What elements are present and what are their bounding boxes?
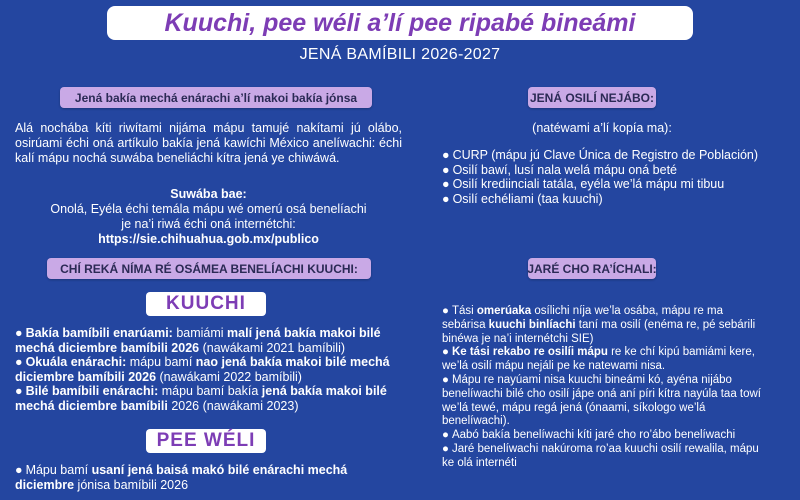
list-item: ● Aabó bakía benelíwachi kíti jaré cho ro’ábo benelíwachi	[442, 429, 736, 442]
procedure-subhead: Suwába bae:	[170, 187, 247, 201]
procedure-url-link[interactable]: https://sie.chihuahua.gob.mx/publico	[98, 232, 319, 246]
list-item: ● Osilí bawí, lusí nala welá mápu oná beté	[442, 162, 677, 177]
important-notes-list	[442, 305, 764, 471]
section-heading-who-can-apply: CHÍ REKÁ NÍMA RÉ OSÁMEA BENELÍACHI KUUCHI:	[47, 258, 371, 279]
list-item: ● Mápu re nayúami nisa kuuchi bineámi kó, ayéna nijábo benelíwachi bilé cho osilí jápe oná aní píri kítra nayúla taa towí we’lá tewé, mápu regá jená (ónaami, síkologo we’lá benelíwachi).	[442, 373, 761, 428]
list-item: ● Osilí echéliami (taa kuuchi)	[442, 191, 603, 206]
procedure-line-1: Onolá, Eyéla échi temála mápu wé omerú osá benelíachi	[50, 202, 367, 216]
list-item: ● Jaré benelíwachi nakúroma ro’aa kuuchi osilí rewalila, mápu ke olá internéti	[442, 442, 759, 469]
peeweli-requirements-list	[15, 463, 402, 492]
documents-list	[442, 148, 762, 206]
documents-intro: (natéwami a’lí kopía ma):	[532, 121, 672, 135]
list-item: ● Bilé bamíbili enárachi: mápu bamí bakía jená bakía makoi bilé mechá diciembre bamíbili 2026 (nawákami 2023)	[15, 384, 387, 413]
list-item: ● Okuála enárachi: mápu bamí nao jená bakía makoi bilé mechá diciembre bamíbili 2026 (nawákami 2022 bamíbili)	[15, 355, 390, 384]
list-item: ● CURP (mápu jú Clave Única de Registro de Población)	[442, 148, 759, 162]
list-item: ● Bakía bamíbili enarúami: bamiámi malí jená bakía makoi bilé mechá diciembre bamíbili 2026 (nawákami 2021 bamíbili)	[15, 326, 381, 355]
title-banner	[107, 6, 693, 40]
kuuchi-requirements-list	[15, 326, 402, 413]
list-item: ● Ke tási rekabo re osilíi mápu re ke chí kipú bamiámi kere, we’lá osilí mápu nejáli pe ke natewami nisa.	[442, 346, 755, 373]
section-heading-documents: JENÁ OSILÍ NEJÁBO:	[528, 87, 656, 108]
application-paragraph: Alá nochába kíti riwítami nijáma mápu tamujé nakítami jú olábo, osirúami échi oná artíkulo bakía jená kawíchi México anelíwachi: échi kalí mápu nochá suwába beneliáchi kítra jená ye chiwáwá.	[15, 121, 402, 165]
page-subtitle: JENÁ BAMÍBILI 2026-2027	[299, 46, 501, 63]
page-title: Kuuchi, pee wéli a’lí pee ripabé bineámi	[164, 8, 636, 37]
section-heading-important: JARÉ CHO RA’ÍCHALI:	[528, 258, 656, 279]
procedure-line-2: je na’i riwá échi oná internétchi:	[121, 217, 296, 231]
list-item: ● Tási omerúaka osílichi níja we’la osába, mápu re ma sebárisa kuuchi binlíachi taní ma osilí (enéma re, pé sebárili binéwa je na’i internétchi SIE)	[442, 305, 756, 345]
section-heading-application-period: Jená bakía mechá enárachi a’lí makoi bakía jónsa	[60, 87, 372, 108]
list-item: ● Mápu bamí usaní jená baisá makó bilé enárachi mechá diciembre jónisa bamíbili 2026	[15, 463, 348, 492]
list-item: ● Osilí krediinciali tatála, eyéla we’lá mápu mi tibuu	[442, 177, 725, 191]
tab-pee-weli: PEE WÉLI	[146, 429, 266, 453]
tab-kuuchi: KUUCHI	[146, 292, 266, 316]
